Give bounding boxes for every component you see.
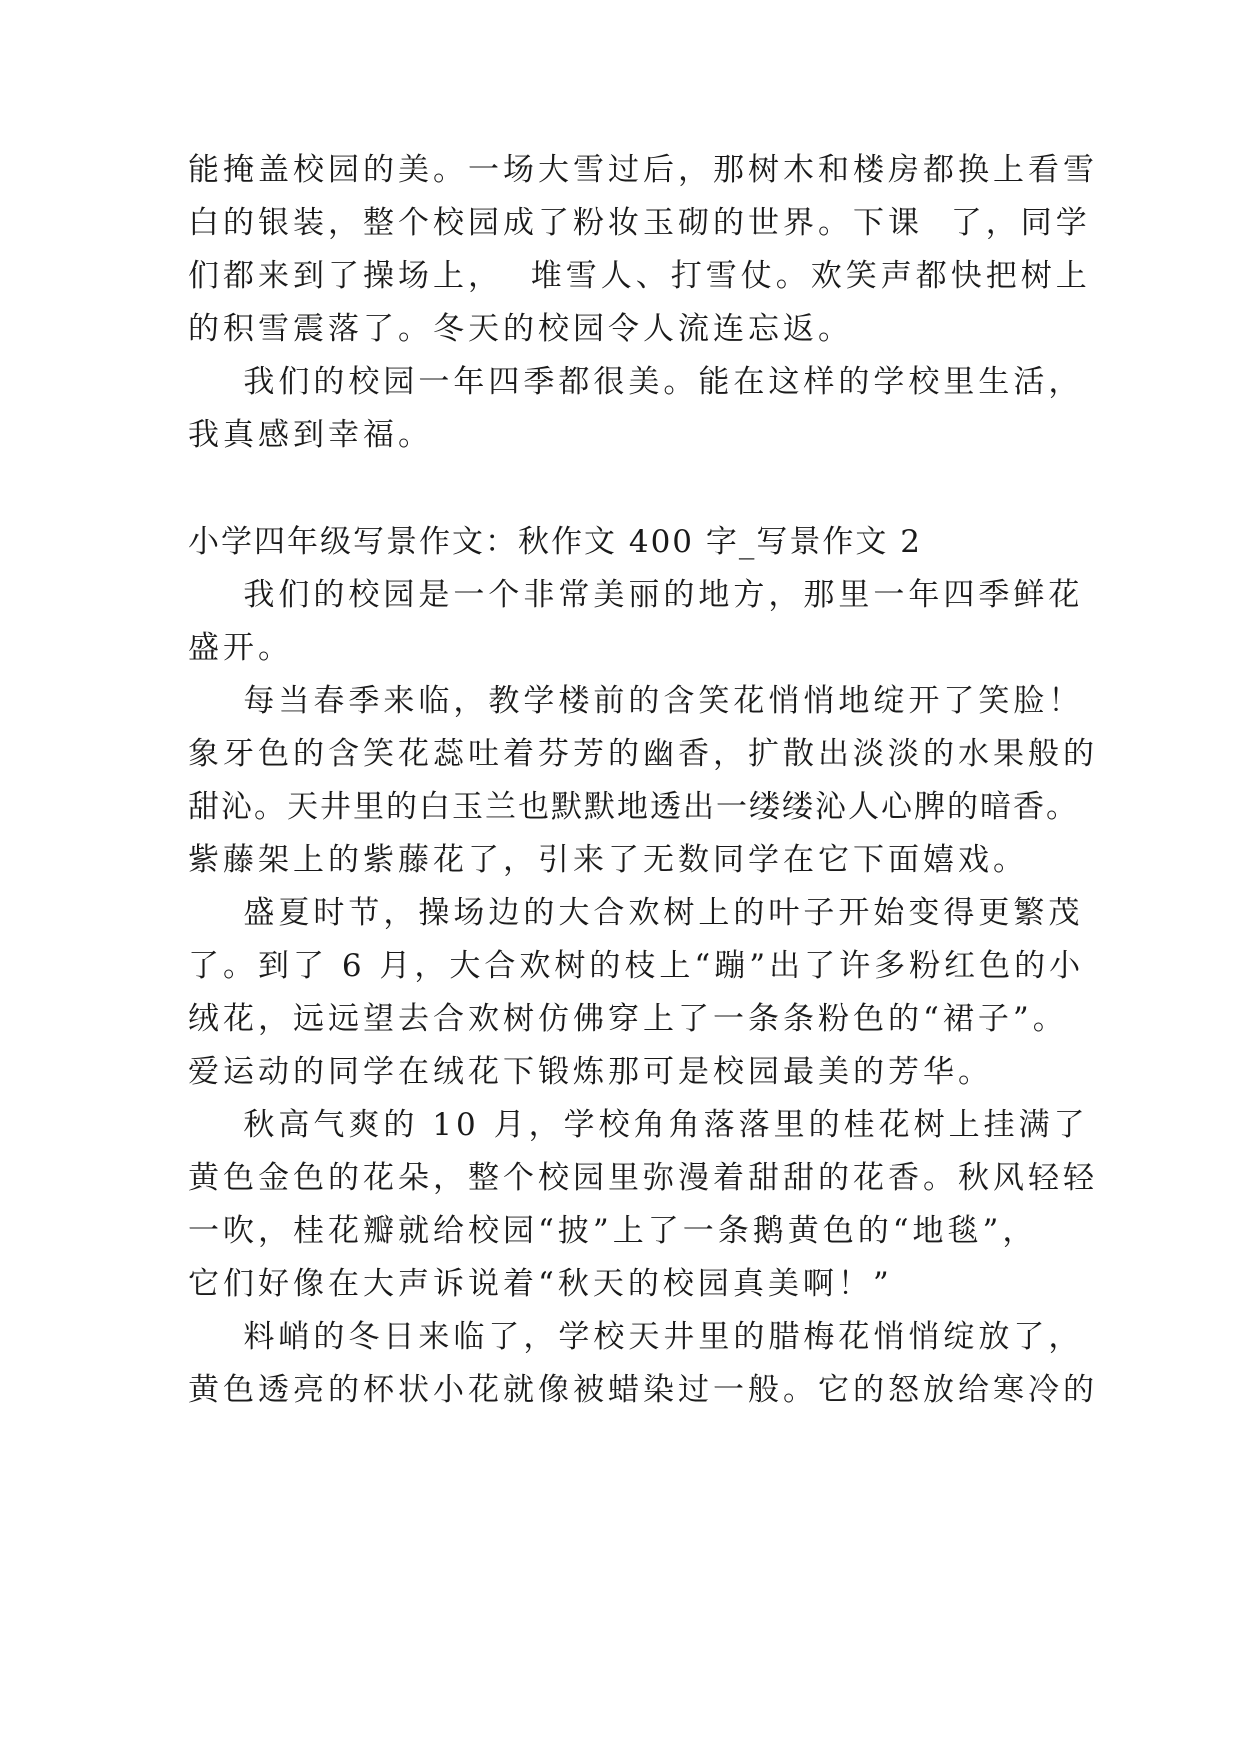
text-line: 盛夏时节，操场边的大合欢树上的叶子开始变得更繁茂: [188, 895, 1084, 931]
text-line: 我真感到幸福。: [188, 417, 433, 453]
text-line: 盛开。: [188, 630, 293, 666]
text-line: 了。到了 6 月，大合欢树的枝上“蹦”出了许多粉红色的小: [188, 948, 1085, 984]
text-line: 一吹，桂花瓣就给校园“披”上了一条鹅黄色的“地毯”，: [188, 1213, 1038, 1249]
text-line: 能掩盖校园的美。一场大雪过后，那树木和楼房都换上看雪: [188, 152, 1098, 188]
text-line: 它们好像在大声诉说着“秋天的校园真美啊！”: [188, 1266, 893, 1302]
text-line: 黄色透亮的杯状小花就像被蜡染过一般。它的怒放给寒冷的: [188, 1372, 1098, 1408]
text-line: 绒花，远远望去合欢树仿佛穿上了一条条粉色的“裙子”。: [188, 1001, 1068, 1037]
text-line: 甜沁。天井里的白玉兰也默默地透出一缕缕沁人心脾的暗香。: [188, 789, 1079, 825]
text-line: 我们的校园一年四季都很美。能在这样的学校里生活，: [188, 364, 1084, 400]
text-line: 黄色金色的花朵，整个校园里弥漫着甜甜的花香。秋风轻轻: [188, 1160, 1098, 1196]
text-line: 我们的校园是一个非常美丽的地方，那里一年四季鲜花: [188, 577, 1084, 613]
section-title: 小学四年级写景作文：秋作文 400 字_写景作文 2: [188, 524, 922, 560]
text-line: 每当春季来临，教学楼前的含笑花悄悄地绽开了笑脸！: [188, 683, 1084, 719]
text-line: 的积雪震落了。冬天的校园令人流连忘返。: [188, 311, 853, 347]
text-line: 爱运动的同学在绒花下锻炼那可是校园最美的芳华。: [188, 1054, 993, 1090]
text-line: 紫藤架上的紫藤花了，引来了无数同学在它下面嬉戏。: [188, 842, 1028, 878]
text-line: 秋高气爽的 10 月，学校角角落落里的桂花树上挂满了: [188, 1107, 1089, 1143]
text-line: 料峭的冬日来临了，学校天井里的腊梅花悄悄绽放了，: [188, 1319, 1084, 1355]
text-line: 白的银装，整个校园成了粉妆玉砌的世界。下课 了，同学: [188, 205, 1091, 241]
text-line: 象牙色的含笑花蕊吐着芬芳的幽香，扩散出淡淡的水果般的: [188, 736, 1098, 772]
text-line: 们都来到了操场上， 堆雪人、打雪仗。欢笑声都快把树上: [188, 258, 1091, 294]
